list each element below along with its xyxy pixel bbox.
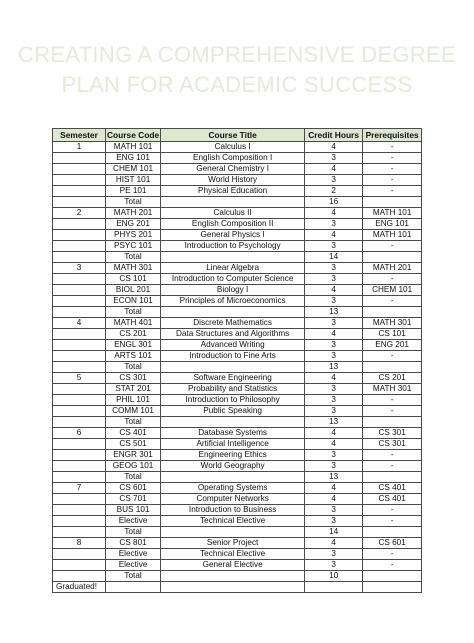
- table-row: [53, 571, 422, 582]
- course-title-cell: [161, 527, 305, 538]
- semester-cell: 8: [53, 538, 106, 549]
- table-row: [53, 329, 422, 340]
- prerequisites-cell: MATH 301: [363, 318, 422, 329]
- course-code-cell: Total: [106, 197, 161, 208]
- credit-hours-cell: 3: [305, 296, 363, 307]
- table-row: [53, 516, 422, 527]
- semester-cell: [53, 164, 106, 175]
- prerequisites-cell: CHEM 101: [363, 285, 422, 296]
- semester-cell: [53, 153, 106, 164]
- credit-hours-cell: 4: [305, 285, 363, 296]
- course-title-cell: English Composition II: [161, 219, 305, 230]
- credit-hours-cell: 3: [305, 461, 363, 472]
- column-header-course-title: Course Title: [161, 129, 305, 142]
- prerequisites-cell: -: [363, 153, 422, 164]
- semester-cell: [53, 307, 106, 318]
- table-row: [53, 340, 422, 351]
- prerequisites-cell: CS 101: [363, 329, 422, 340]
- prerequisites-cell: [363, 472, 422, 483]
- course-code-cell: PHIL 101: [106, 395, 161, 406]
- semester-cell: [53, 197, 106, 208]
- credit-hours-cell: 14: [305, 252, 363, 263]
- table-row: [53, 219, 422, 230]
- course-title-cell: Senior Project: [161, 538, 305, 549]
- prerequisites-cell: CS 601: [363, 538, 422, 549]
- table-row: [53, 252, 422, 263]
- semester-cell: [53, 296, 106, 307]
- credit-hours-cell: 4: [305, 428, 363, 439]
- course-code-cell: Total: [106, 362, 161, 373]
- credit-hours-cell: 4: [305, 208, 363, 219]
- course-title-cell: [161, 252, 305, 263]
- table-row: [53, 439, 422, 450]
- course-title-cell: General Physics I: [161, 230, 305, 241]
- prerequisites-cell: -: [363, 274, 422, 285]
- semester-cell: [53, 362, 106, 373]
- credit-hours-cell: 3: [305, 516, 363, 527]
- table-row: [53, 428, 422, 439]
- table-header-row: [53, 129, 422, 142]
- course-code-cell: MATH 201: [106, 208, 161, 219]
- credit-hours-cell: 4: [305, 483, 363, 494]
- prerequisites-cell: MATH 301: [363, 384, 422, 395]
- course-code-cell: GEOG 101: [106, 461, 161, 472]
- course-code-cell: Total: [106, 527, 161, 538]
- prerequisites-cell: ENG 201: [363, 340, 422, 351]
- semester-cell: [53, 274, 106, 285]
- table-row: [53, 241, 422, 252]
- credit-hours-cell: 3: [305, 241, 363, 252]
- semester-cell: [53, 461, 106, 472]
- prerequisites-cell: CS 301: [363, 439, 422, 450]
- credit-hours-cell: 3: [305, 351, 363, 362]
- semester-cell: [53, 549, 106, 560]
- semester-cell: [53, 395, 106, 406]
- table-row: [53, 186, 422, 197]
- page-title-line-1: CREATING A COMPREHENSIVE DEGREE: [18, 42, 456, 67]
- table-row: [53, 263, 422, 274]
- prerequisites-cell: -: [363, 560, 422, 571]
- course-title-cell: Principles of Microeconomics: [161, 296, 305, 307]
- credit-hours-cell: 4: [305, 164, 363, 175]
- credit-hours-cell: 3: [305, 450, 363, 461]
- course-title-cell: [161, 307, 305, 318]
- column-header-semester: Semester: [53, 129, 106, 142]
- credit-hours-cell: 3: [305, 549, 363, 560]
- prerequisites-cell: MATH 201: [363, 263, 422, 274]
- course-title-cell: Software Engineering: [161, 373, 305, 384]
- table-row: [53, 417, 422, 428]
- prerequisites-cell: -: [363, 351, 422, 362]
- credit-hours-cell: 13: [305, 417, 363, 428]
- table-row: [53, 549, 422, 560]
- table-row: [53, 472, 422, 483]
- credit-hours-cell: 4: [305, 230, 363, 241]
- table-body: [53, 142, 422, 593]
- credit-hours-cell: 3: [305, 340, 363, 351]
- semester-cell: [53, 516, 106, 527]
- credit-hours-cell: 4: [305, 373, 363, 384]
- course-title-cell: Operating Systems: [161, 483, 305, 494]
- prerequisites-cell: CS 201: [363, 373, 422, 384]
- course-title-cell: English Composition I: [161, 153, 305, 164]
- table-row: [53, 395, 422, 406]
- course-title-cell: Computer Networks: [161, 494, 305, 505]
- credit-hours-cell: 3: [305, 153, 363, 164]
- course-code-cell: ARTS 101: [106, 351, 161, 362]
- prerequisites-cell: MATH 101: [363, 208, 422, 219]
- credit-hours-cell: 3: [305, 318, 363, 329]
- prerequisites-cell: CS 301: [363, 428, 422, 439]
- column-header-prerequisites: Prerequisites: [363, 129, 422, 142]
- credit-hours-cell: 3: [305, 219, 363, 230]
- table-row: [53, 274, 422, 285]
- table-row: [53, 362, 422, 373]
- semester-cell: 2: [53, 208, 106, 219]
- credit-hours-cell: 13: [305, 362, 363, 373]
- course-title-cell: Technical Elective: [161, 516, 305, 527]
- semester-cell: [53, 230, 106, 241]
- table-row: [53, 318, 422, 329]
- semester-cell: [53, 406, 106, 417]
- credit-hours-cell: [305, 582, 363, 593]
- credit-hours-cell: 10: [305, 571, 363, 582]
- course-code-cell: PE 101: [106, 186, 161, 197]
- course-title-cell: Biology I: [161, 285, 305, 296]
- semester-cell: 3: [53, 263, 106, 274]
- prerequisites-cell: -: [363, 406, 422, 417]
- course-code-cell: BUS 101: [106, 505, 161, 516]
- prerequisites-cell: -: [363, 241, 422, 252]
- course-code-cell: BIOL 201: [106, 285, 161, 296]
- course-title-cell: Probability and Statistics: [161, 384, 305, 395]
- course-code-cell: Elective: [106, 549, 161, 560]
- credit-hours-cell: 4: [305, 538, 363, 549]
- table-row: [53, 230, 422, 241]
- table-row: [53, 384, 422, 395]
- course-code-cell: Total: [106, 417, 161, 428]
- semester-cell: 1: [53, 142, 106, 153]
- course-title-cell: Linear Algebra: [161, 263, 305, 274]
- course-title-cell: Engineering Ethics: [161, 450, 305, 461]
- course-title-cell: [161, 571, 305, 582]
- table-row: [53, 208, 422, 219]
- table-row: [53, 406, 422, 417]
- course-title-cell: [161, 197, 305, 208]
- course-code-cell: Elective: [106, 560, 161, 571]
- course-code-cell: [106, 582, 161, 593]
- table-row: [53, 527, 422, 538]
- degree-plan-table: [52, 128, 422, 593]
- course-code-cell: PSYC 101: [106, 241, 161, 252]
- course-title-cell: [161, 362, 305, 373]
- course-code-cell: ENG 101: [106, 153, 161, 164]
- prerequisites-cell: [363, 197, 422, 208]
- column-header-credit-hours: Credit Hours: [305, 129, 363, 142]
- table-row: [53, 296, 422, 307]
- prerequisites-cell: [363, 571, 422, 582]
- semester-cell: [53, 175, 106, 186]
- semester-cell: [53, 329, 106, 340]
- semester-cell: [53, 241, 106, 252]
- table-row: [53, 450, 422, 461]
- course-title-cell: Discrete Mathematics: [161, 318, 305, 329]
- credit-hours-cell: 16: [305, 197, 363, 208]
- table-row: [53, 285, 422, 296]
- credit-hours-cell: 4: [305, 439, 363, 450]
- semester-cell: [53, 384, 106, 395]
- table-row: [53, 307, 422, 318]
- page-title-line-2: PLAN FOR ACADEMIC SUCCESS: [61, 72, 413, 97]
- semester-cell: [53, 505, 106, 516]
- semester-cell: [53, 494, 106, 505]
- course-code-cell: MATH 101: [106, 142, 161, 153]
- prerequisites-cell: -: [363, 549, 422, 560]
- semester-cell: [53, 417, 106, 428]
- column-header-course-code: Course Code: [107, 130, 160, 140]
- course-title-cell: [161, 582, 305, 593]
- table-row: [53, 142, 422, 153]
- credit-hours-cell: 2: [305, 186, 363, 197]
- credit-hours-cell: 3: [305, 384, 363, 395]
- semester-cell: 5: [53, 373, 106, 384]
- course-code-cell: Total: [106, 252, 161, 263]
- prerequisites-cell: CS 401: [363, 483, 422, 494]
- course-code-cell: STAT 201: [106, 384, 161, 395]
- credit-hours-cell: 3: [305, 406, 363, 417]
- course-code-cell: Total: [106, 472, 161, 483]
- course-code-cell: MATH 301: [106, 263, 161, 274]
- course-title-cell: Database Systems: [161, 428, 305, 439]
- table-row: [53, 494, 422, 505]
- course-title-cell: Physical Education: [161, 186, 305, 197]
- course-code-cell: CS 401: [106, 428, 161, 439]
- course-code-cell: CS 701: [106, 494, 161, 505]
- course-title-cell: Public Speaking: [161, 406, 305, 417]
- prerequisites-cell: -: [363, 450, 422, 461]
- semester-cell: [53, 219, 106, 230]
- course-title-cell: Data Structures and Algorithms: [161, 329, 305, 340]
- prerequisites-cell: -: [363, 516, 422, 527]
- semester-cell: [53, 472, 106, 483]
- prerequisites-cell: -: [363, 164, 422, 175]
- course-code-cell: ECON 101: [106, 296, 161, 307]
- table-row: [53, 153, 422, 164]
- credit-hours-cell: 13: [305, 472, 363, 483]
- course-code-cell: Total: [106, 571, 161, 582]
- prerequisites-cell: -: [363, 395, 422, 406]
- prerequisites-cell: [363, 527, 422, 538]
- credit-hours-cell: 3: [305, 505, 363, 516]
- page-title: [0, 40, 474, 100]
- semester-cell: Graduated!: [53, 582, 106, 593]
- semester-cell: [53, 340, 106, 351]
- credit-hours-cell: 4: [305, 142, 363, 153]
- course-code-cell: MATH 401: [106, 318, 161, 329]
- course-title-cell: [161, 417, 305, 428]
- credit-hours-cell: 3: [305, 274, 363, 285]
- prerequisites-cell: [363, 582, 422, 593]
- course-code-cell: ENGR 301: [106, 450, 161, 461]
- table-row: [53, 175, 422, 186]
- prerequisites-cell: -: [363, 186, 422, 197]
- table-row: [53, 461, 422, 472]
- prerequisites-cell: -: [363, 461, 422, 472]
- credit-hours-cell: 3: [305, 175, 363, 186]
- prerequisites-cell: -: [363, 175, 422, 186]
- semester-cell: [53, 571, 106, 582]
- table-row: [53, 538, 422, 549]
- course-title-cell: General Elective: [161, 560, 305, 571]
- prerequisites-cell: MATH 101: [363, 230, 422, 241]
- table-row: [53, 164, 422, 175]
- table-row: [53, 373, 422, 384]
- semester-cell: 4: [53, 318, 106, 329]
- credit-hours-cell: 3: [305, 560, 363, 571]
- course-code-cell: CHEM 101: [106, 164, 161, 175]
- prerequisites-cell: CS 401: [363, 494, 422, 505]
- credit-hours-cell: 4: [305, 329, 363, 340]
- semester-cell: 6: [53, 428, 106, 439]
- course-title-cell: World History: [161, 175, 305, 186]
- course-code-cell: Total: [106, 307, 161, 318]
- course-code-cell: CS 601: [106, 483, 161, 494]
- prerequisites-cell: -: [363, 142, 422, 153]
- course-code-cell: CS 101: [106, 274, 161, 285]
- credit-hours-cell: 4: [305, 494, 363, 505]
- course-title-cell: Introduction to Business: [161, 505, 305, 516]
- semester-cell: [53, 351, 106, 362]
- course-title-cell: Calculus II: [161, 208, 305, 219]
- semester-cell: 7: [53, 483, 106, 494]
- credit-hours-cell: 3: [305, 395, 363, 406]
- course-title-cell: [161, 472, 305, 483]
- course-code-cell: PHYS 201: [106, 230, 161, 241]
- prerequisites-cell: ENG 101: [363, 219, 422, 230]
- course-title-cell: Introduction to Psychology: [161, 241, 305, 252]
- course-code-cell: CS 201: [106, 329, 161, 340]
- semester-cell: [53, 252, 106, 263]
- course-title-cell: Advanced Writing: [161, 340, 305, 351]
- table-row: [53, 351, 422, 362]
- course-title-cell: Artificial Intelligence: [161, 439, 305, 450]
- semester-cell: [53, 527, 106, 538]
- course-title-cell: Introduction to Computer Science: [161, 274, 305, 285]
- table-row: [53, 505, 422, 516]
- course-code-cell: HIST 101: [106, 175, 161, 186]
- course-title-cell: Calculus I: [161, 142, 305, 153]
- course-code-cell: CS 501: [106, 439, 161, 450]
- course-code-cell: ENGL 301: [106, 340, 161, 351]
- prerequisites-cell: -: [363, 505, 422, 516]
- course-title-cell: General Chemistry I: [161, 164, 305, 175]
- course-code-cell: ENG 201: [106, 219, 161, 230]
- semester-cell: [53, 450, 106, 461]
- course-title-cell: Technical Elective: [161, 549, 305, 560]
- prerequisites-cell: [363, 252, 422, 263]
- table-row: [53, 197, 422, 208]
- prerequisites-cell: [363, 362, 422, 373]
- course-code-cell: COMM 101: [106, 406, 161, 417]
- semester-cell: [53, 186, 106, 197]
- credit-hours-cell: 3: [305, 263, 363, 274]
- course-title-cell: Introduction to Philosophy: [161, 395, 305, 406]
- semester-cell: [53, 560, 106, 571]
- table-row: [53, 483, 422, 494]
- credit-hours-cell: 14: [305, 527, 363, 538]
- course-code-cell: Elective: [106, 516, 161, 527]
- prerequisites-cell: -: [363, 296, 422, 307]
- course-title-cell: Introduction to Fine Arts: [161, 351, 305, 362]
- table-row: [53, 560, 422, 571]
- table-row: [53, 582, 422, 593]
- semester-cell: [53, 285, 106, 296]
- course-code-cell: CS 301: [106, 373, 161, 384]
- credit-hours-cell: 13: [305, 307, 363, 318]
- prerequisites-cell: [363, 307, 422, 318]
- prerequisites-cell: [363, 417, 422, 428]
- course-code-cell: CS 801: [106, 538, 161, 549]
- semester-cell: [53, 439, 106, 450]
- course-title-cell: World Geography: [161, 461, 305, 472]
